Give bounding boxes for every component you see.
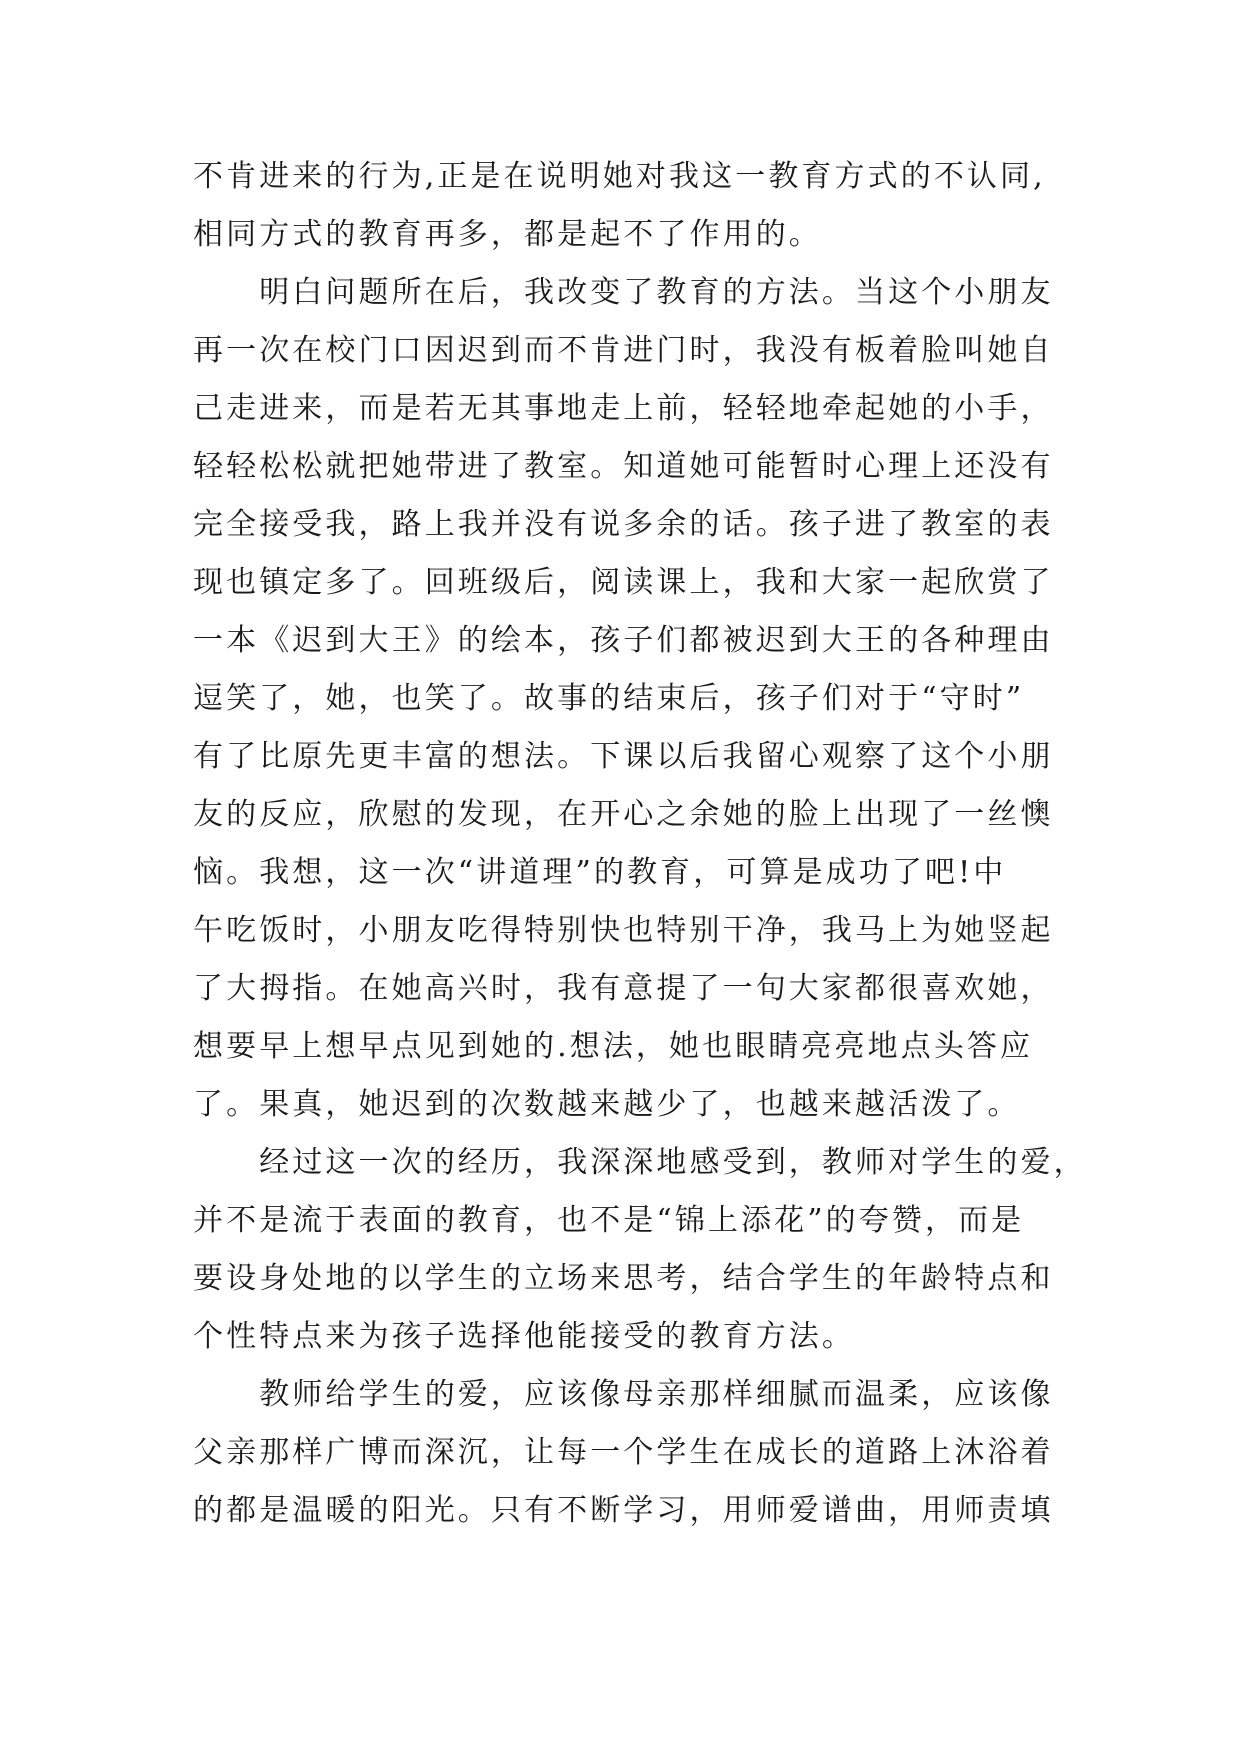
text-line: 相同方式的教育再多，都是起不了作用的。 <box>193 217 822 252</box>
text-line: 完全接受我，路上我并没有说多余的话。孩子进了教室的表 <box>193 507 1054 542</box>
text-line: 个性特点来为孩子选择他能接受的教育方法。 <box>193 1319 855 1354</box>
text-line: 并不是流于表面的教育，也不是“锦上添花”的夸赞，而是 <box>193 1203 1025 1238</box>
text-line: 父亲那样广博而深沉，让每一个学生在成长的道路上沐浴着 <box>193 1435 1054 1470</box>
text-line: 有了比原先更丰富的想法。下课以后我留心观察了这个小朋 <box>193 739 1054 774</box>
text-line: 要设身处地的以学生的立场来思考，结合学生的年龄特点和 <box>193 1261 1054 1296</box>
text-line: 经过这一次的经历，我深深地感受到，教师对学生的爱， <box>193 1145 1087 1180</box>
text-line: 逗笑了，她，也笑了。故事的结束后，孩子们对于“守时” <box>193 681 1025 716</box>
text-line: 现也镇定多了。回班级后，阅读课上，我和大家一起欣赏了 <box>193 565 1054 600</box>
text-line: 了。果真，她迟到的次数越来越少了，也越来越活泼了。 <box>193 1087 1021 1122</box>
body-text <box>193 148 1093 1540</box>
text-line: 轻轻松松就把她带进了教室。知道她可能暂时心理上还没有 <box>193 449 1054 484</box>
text-line: 想要早上想早点见到她的.想法，她也眼睛亮亮地点头答应 <box>193 1029 1034 1064</box>
text-line: 一本《迟到大王》的绘本，孩子们都被迟到大王的各种理由 <box>193 623 1054 658</box>
text-line: 了大拇指。在她高兴时，我有意提了一句大家都很喜欢她， <box>193 971 1054 1006</box>
text-line: 午吃饭时，小朋友吃得特别快也特别干净，我马上为她竖起 <box>193 913 1054 948</box>
text-line: 明白问题所在后，我改变了教育的方法。当这个小朋友 <box>193 275 1054 310</box>
text-line: 不肯进来的行为,正是在说明她对我这一教育方式的不认同, <box>193 159 1046 194</box>
text-line: 己走进来，而是若无其事地走上前，轻轻地牵起她的小手， <box>193 391 1054 426</box>
text-line: 恼。我想，这一次“讲道理”的教育，可算是成功了吧!中 <box>193 855 1007 890</box>
text-line: 的都是温暖的阳光。只有不断学习，用师爱谱曲，用师责填 <box>193 1493 1054 1528</box>
text-line: 友的反应，欣慰的发现，在开心之余她的脸上出现了一丝懊 <box>193 797 1054 832</box>
text-line: 再一次在校门口因迟到而不肯进门时，我没有板着脸叫她自 <box>193 333 1054 368</box>
text-line: 教师给学生的爱，应该像母亲那样细腻而温柔，应该像 <box>193 1377 1054 1412</box>
